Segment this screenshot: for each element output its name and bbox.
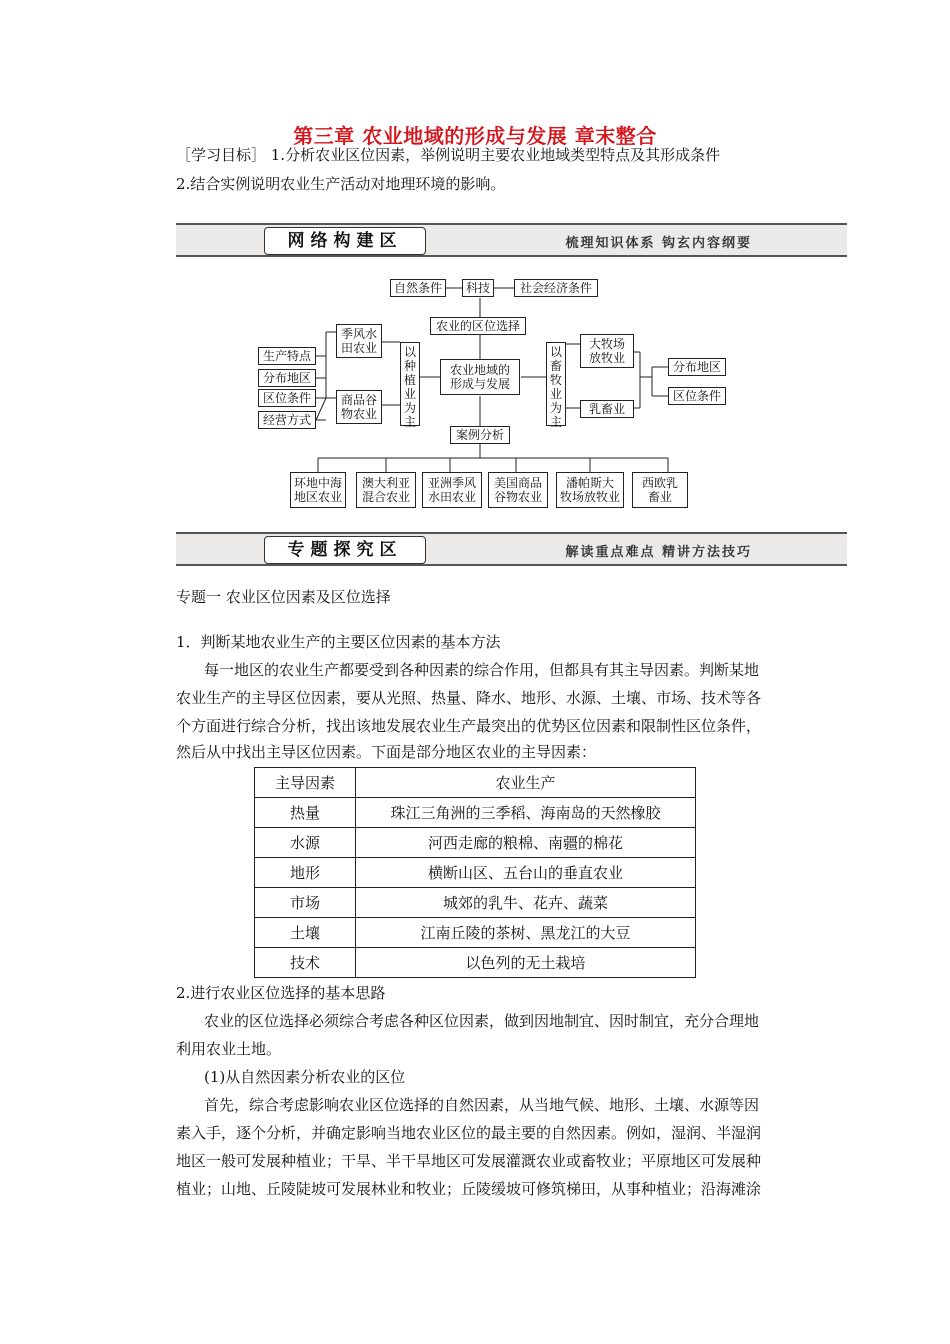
livestock-char: 牧 bbox=[549, 373, 562, 387]
node-center bbox=[440, 359, 520, 395]
table-header: 主导因素 bbox=[255, 768, 356, 798]
table-cell: 城郊的乳牛、花卉、蔬菜 bbox=[356, 888, 696, 918]
section-band-topics bbox=[176, 532, 847, 566]
table-cell: 土壤 bbox=[255, 918, 356, 948]
node-left-item: 经营方式 bbox=[258, 411, 316, 429]
concept-diagram bbox=[250, 272, 740, 517]
planting-char: 业 bbox=[403, 387, 416, 401]
case-box bbox=[356, 472, 416, 508]
table-row bbox=[255, 888, 696, 918]
case-box bbox=[632, 472, 688, 508]
paragraph-line: 首先，综合考虑影响农业区位选择的自然因素，从当地气候、地形、土壤、水源等因 bbox=[204, 1096, 760, 1114]
node-natural-conditions: 自然条件 bbox=[390, 279, 446, 297]
livestock-char: 业 bbox=[549, 387, 562, 401]
table-cell: 市场 bbox=[255, 888, 356, 918]
paragraph-line: 素入手，逐个分析，并确定影响当地农业区位的最主要的自然因素。例如，湿润、半湿润 bbox=[176, 1124, 762, 1142]
node-technology: 科技 bbox=[462, 279, 494, 297]
case-line: 谷物农业 bbox=[493, 490, 542, 504]
livestock-char: 以 bbox=[549, 345, 562, 359]
case-box bbox=[290, 472, 346, 508]
table-cell: 横断山区、五台山的垂直农业 bbox=[356, 858, 696, 888]
node-left-item: 区位条件 bbox=[258, 389, 316, 407]
section-band-network bbox=[176, 223, 847, 257]
case-line: 水田农业 bbox=[427, 490, 476, 504]
table-row bbox=[255, 798, 696, 828]
paragraph-line: 农业生产的主导区位因素，要从光照、热量、降水、地形、水源、土壤、市场、技术等各 bbox=[176, 689, 762, 707]
case-line: 混合农业 bbox=[361, 490, 410, 504]
table-cell: 河西走廊的粮棉、南疆的棉花 bbox=[356, 828, 696, 858]
table-row bbox=[255, 828, 696, 858]
node-planting-based bbox=[400, 342, 420, 429]
case-line: 环地中海 bbox=[293, 476, 342, 490]
grain-line-1: 商品谷 bbox=[340, 393, 377, 407]
node-livestock-based bbox=[546, 342, 566, 429]
node-left-item: 分布地区 bbox=[258, 369, 316, 387]
case-line: 美国商品 bbox=[493, 476, 542, 490]
topic-heading: 专题一 农业区位因素及区位选择 bbox=[176, 588, 391, 606]
case-line: 澳大利亚 bbox=[361, 476, 410, 490]
node-location-choice: 农业的区位选择 bbox=[430, 317, 526, 335]
rice-line-2: 田农业 bbox=[340, 341, 377, 355]
band-subtitle-network: 梳理知识体系 钩玄内容纲要 bbox=[565, 236, 752, 251]
band-tab-topics: 专题探究区 bbox=[264, 536, 426, 564]
section2-heading: 2.进行农业区位选择的基本思路 bbox=[176, 984, 386, 1002]
planting-char: 植 bbox=[403, 373, 416, 387]
case-box bbox=[488, 472, 548, 508]
paragraph-line: 农业的区位选择必须综合考虑各种区位因素，做到因地制宜、因时制宜，充分合理地 bbox=[204, 1012, 760, 1030]
node-social-economic: 社会经济条件 bbox=[514, 279, 598, 297]
node-ranching bbox=[580, 334, 634, 368]
node-left-item: 生产特点 bbox=[258, 347, 316, 365]
ranch-line-2: 放牧业 bbox=[588, 351, 625, 365]
page-title: 第三章 农业地域的形成与发展 章末整合 bbox=[293, 124, 657, 148]
paragraph-line: 利用农业土地。 bbox=[176, 1040, 282, 1058]
rice-line-1: 季风水 bbox=[340, 327, 377, 341]
table-row bbox=[255, 948, 696, 978]
node-right-item: 分布地区 bbox=[668, 358, 726, 376]
learning-goals-line1: ［学习目标］ 1.分析农业区位因素，举例说明主要农业地域类型特点及其形成条件 bbox=[176, 146, 721, 164]
case-line: 牧场放牧业 bbox=[559, 490, 620, 504]
table-cell: 江南丘陵的茶树、黑龙江的大豆 bbox=[356, 918, 696, 948]
node-rice-farming bbox=[336, 324, 382, 358]
livestock-char: 为 bbox=[549, 401, 562, 415]
ranch-line-1: 大牧场 bbox=[588, 337, 625, 351]
case-line: 潘帕斯大 bbox=[565, 476, 614, 490]
livestock-char: 畜 bbox=[549, 359, 562, 373]
table-cell: 珠江三角洲的三季稻、海南岛的天然橡胶 bbox=[356, 798, 696, 828]
table-cell: 地形 bbox=[255, 858, 356, 888]
paragraph-line: 个方面进行综合分析，找出该地发展农业生产最突出的优势区位因素和限制性区位条件， bbox=[176, 717, 762, 735]
case-line: 畜业 bbox=[647, 490, 672, 504]
table-row bbox=[255, 918, 696, 948]
case-line: 地区农业 bbox=[293, 490, 342, 504]
center-line-2: 形成与发展 bbox=[449, 377, 510, 391]
paragraph-line: 然后从中找出主导区位因素。下面是部分地区农业的主导因素： bbox=[176, 743, 597, 761]
center-line-1: 农业地域的 bbox=[449, 363, 510, 377]
paragraph-line: 植业；山地、丘陵陡坡可发展林业和牧业；丘陵缓坡可修筑梯田，从事种植业；沿海滩涂 bbox=[176, 1180, 762, 1198]
band-subtitle-topics: 解读重点难点 精讲方法技巧 bbox=[565, 545, 752, 560]
band-tab-network: 网络构建区 bbox=[264, 227, 426, 255]
planting-char: 以 bbox=[403, 345, 416, 359]
node-dairy: 乳畜业 bbox=[580, 400, 634, 418]
node-case-analysis: 案例分析 bbox=[450, 426, 510, 444]
table-cell: 以色列的无土栽培 bbox=[356, 948, 696, 978]
table-header-row bbox=[255, 768, 696, 798]
factors-table bbox=[254, 767, 696, 978]
planting-char: 为 bbox=[403, 401, 416, 415]
case-box bbox=[556, 472, 624, 508]
paragraph-line: 地区一般可发展种植业；干旱、半干旱地区可发展灌溉农业或畜牧业；平原地区可发展种 bbox=[176, 1152, 762, 1170]
section1-heading: 1．判断某地农业生产的主要区位因素的基本方法 bbox=[176, 633, 501, 651]
node-grain-farming bbox=[336, 390, 382, 424]
table-header: 农业生产 bbox=[356, 768, 696, 798]
table-cell: 水源 bbox=[255, 828, 356, 858]
case-line: 西欧乳 bbox=[641, 476, 678, 490]
subsection-heading: (1)从自然因素分析农业的区位 bbox=[204, 1068, 406, 1086]
table-row bbox=[255, 858, 696, 888]
grain-line-2: 物农业 bbox=[340, 407, 377, 421]
learning-goals-line2: 2.结合实例说明农业生产活动对地理环境的影响。 bbox=[176, 175, 506, 193]
case-box bbox=[422, 472, 482, 508]
table-cell: 技术 bbox=[255, 948, 356, 978]
case-line: 亚洲季风 bbox=[427, 476, 476, 490]
table-cell: 热量 bbox=[255, 798, 356, 828]
node-right-item: 区位条件 bbox=[668, 387, 726, 405]
planting-char: 主 bbox=[403, 415, 416, 429]
planting-char: 种 bbox=[403, 359, 416, 373]
paragraph-line: 每一地区的农业生产都要受到各种因素的综合作用，但都具有其主导因素。判断某地 bbox=[204, 661, 760, 679]
livestock-char: 主 bbox=[549, 415, 562, 429]
